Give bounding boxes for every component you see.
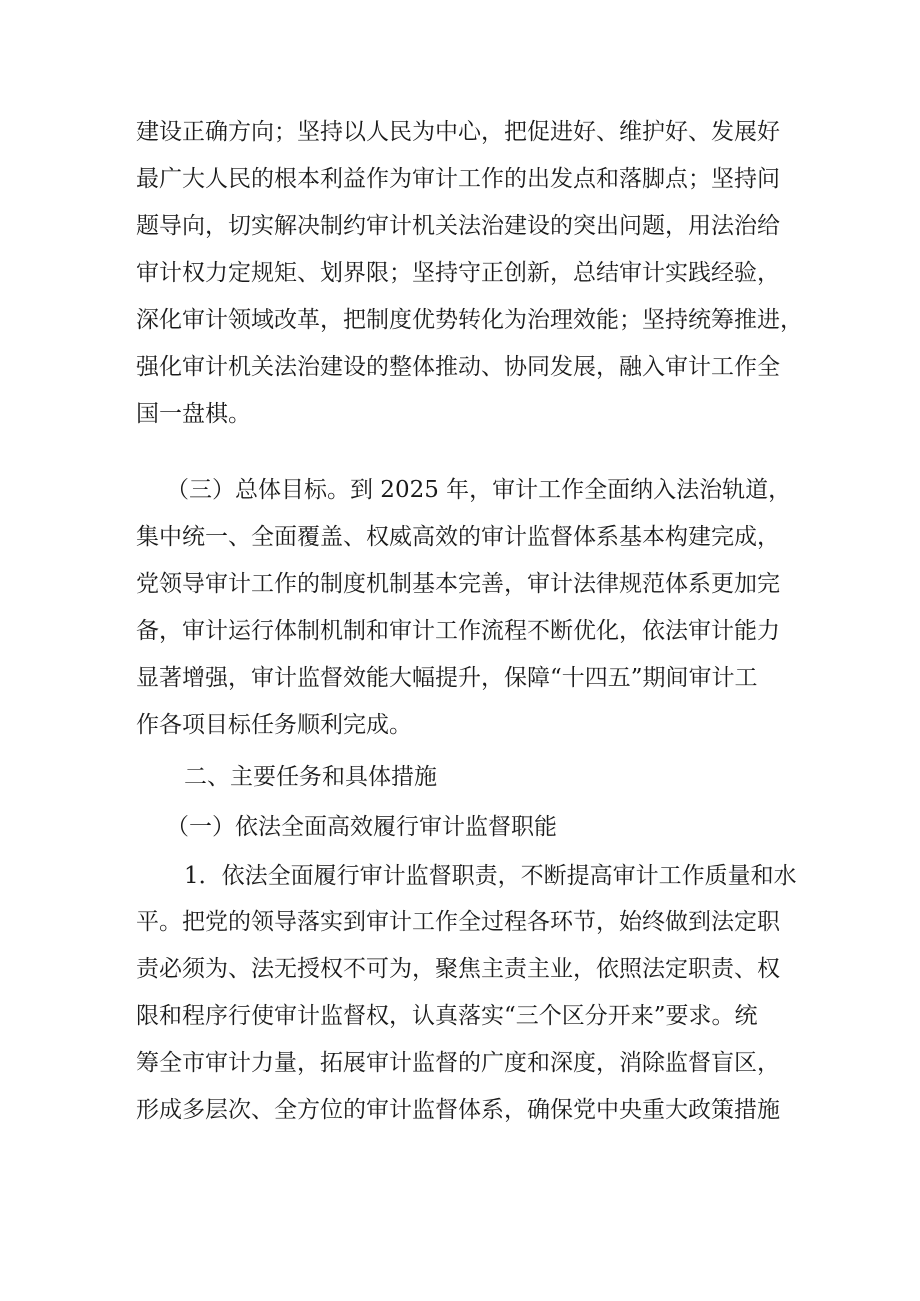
paragraph-line: 备，审计运行体制机制和审计工作流程不断优化，依法审计能力: [136, 618, 780, 644]
paragraph-line: 平。把党的领导落实到审计工作全过程各环节，始终做到法定职: [136, 909, 780, 935]
paragraph-line: 题导向，切实解决制约审计机关法治建设的突出问题，用法治给: [136, 213, 780, 239]
paragraph-line: 限和程序行使审计监督权，认真落实“三个区分开来”要求。统: [136, 1003, 758, 1029]
paragraph-line: 深化审计领域改革，把制度优势转化为治理效能；坚持统筹推进，: [136, 307, 803, 333]
paragraph-line: 最广大人民的根本利益作为审计工作的出发点和落脚点；坚持问: [136, 166, 780, 192]
section-heading-overall-goal: （三）总体目标。到 2025 年，审计工作全面纳入法治轨道，: [166, 477, 792, 503]
paragraph-line: 审计权力定规矩、划界限；坚持守正创新，总结审计实践经验，: [136, 260, 780, 286]
paragraph-line: 筹全市审计力量，拓展审计监督的广度和深度，消除监督盲区，: [136, 1050, 780, 1076]
subsection-heading: （一）依法全面高效履行审计监督职能: [166, 814, 557, 840]
section-heading-main-tasks: 二、主要任务和具体措施: [184, 764, 437, 790]
paragraph-line: 党领导审计工作的制度机制基本完善，审计法律规范体系更加完: [136, 571, 780, 597]
paragraph-line: 强化审计机关法治建设的整体推动、协同发展，融入审计工作全: [136, 354, 780, 380]
paragraph-line: 作各项目标任务顺利完成。: [136, 712, 412, 738]
paragraph-line: 集中统一、全面覆盖、权威高效的审计监督体系基本构建完成，: [136, 524, 780, 550]
paragraph-line: 1．依法全面履行审计监督职责，不断提高审计工作质量和水: [184, 863, 797, 889]
paragraph-line: 建设正确方向；坚持以人民为中心，把促进好、维护好、发展好: [136, 119, 780, 145]
paragraph-line: 显著增强，审计监督效能大幅提升，保障“十四五”期间审计工: [136, 665, 758, 691]
paragraph-line: 责必须为、法无授权不可为，聚焦主责主业，依照法定职责、权: [136, 956, 780, 982]
paragraph-line: 形成多层次、全方位的审计监督体系，确保党中央重大政策措施: [136, 1097, 780, 1123]
paragraph-line: 国一盘棋。: [136, 401, 251, 427]
